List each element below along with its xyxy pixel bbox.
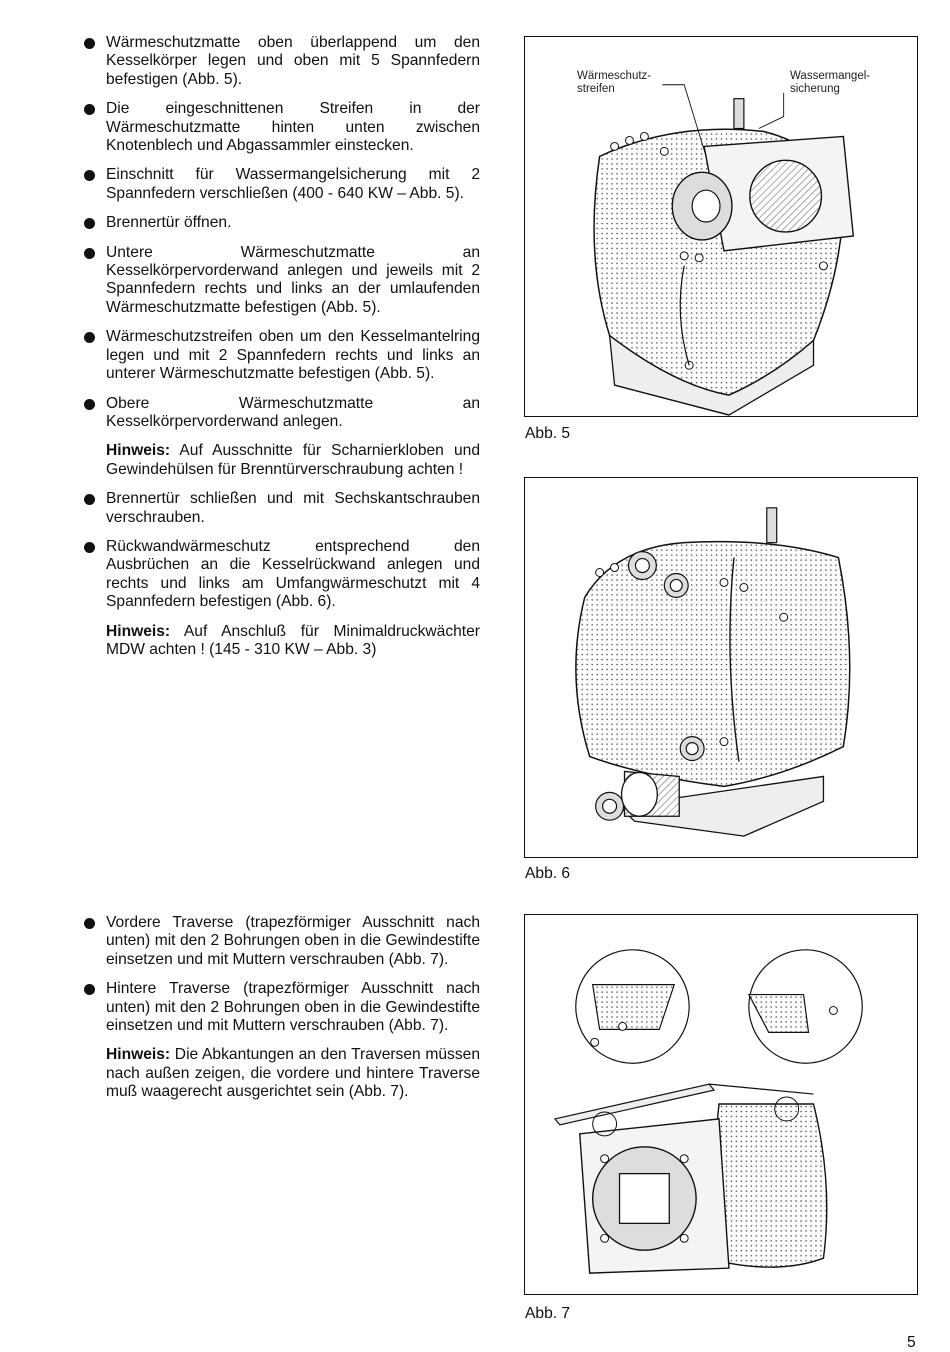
bullet-text: Obere Wärmeschutzmatte an Kesselkörpervorderwand anlegen. (106, 394, 480, 430)
bullet-icon (84, 984, 95, 995)
figure-caption: Abb. 5 (525, 425, 571, 442)
instructions-column-bottom (84, 914, 480, 1113)
note-paragraph (84, 442, 480, 479)
bullet-item (84, 914, 480, 969)
bullet-icon (84, 38, 95, 49)
bullet-text: Wärmeschutzstreifen oben um den Kesselmantelring legen und mit 2 Spannfedern rechts und links an unterer Wärmeschutzmatte befestigen (Abb. 5). (106, 328, 480, 383)
callout-line: Wassermangel- (790, 70, 871, 82)
bullet-text: Hintere Traverse (trapezförmiger Ausschnitt nach unten) mit den 2 Bohrungen oben in die Gewindestifte einsetzen und mit Muttern verschrauben (Abb. 7). (106, 980, 480, 1035)
bullet-item (84, 100, 480, 155)
bullet-item (84, 244, 480, 318)
note-text: Die Abkantungen an den Traversen müssen nach außen zeigen, die vordere und hintere Traverse muß waagerecht ausgerichtet sein (Abb. 7). (106, 1046, 480, 1101)
instructions-column-top (84, 34, 480, 670)
bullet-item (84, 34, 480, 89)
bullet-text: Brennertür öffnen. (106, 214, 232, 232)
note-text: Auf Anschluß für Minimaldruckwächter MDW achten ! (145 - 310 KW – Abb. 3) (106, 622, 480, 658)
bullet-icon (84, 104, 95, 115)
traverse-mounting-illustration (525, 915, 917, 1294)
bullet-text: Die eingeschnittenen Streifen in der Wärmeschutzmatte hinten unten zwischen Knotenblech und Abgassammler einstecken. (106, 100, 480, 155)
callout-waermeschutzstreifen (577, 70, 651, 95)
bullet-icon (84, 332, 95, 343)
bullet-icon (84, 170, 95, 181)
bullet-icon (84, 218, 95, 229)
boiler-rear-insulation-illustration (525, 478, 917, 857)
figure-caption: Abb. 7 (525, 1305, 571, 1322)
bullet-item (84, 214, 480, 232)
callout-line: Wärmeschutz- (577, 70, 652, 82)
bullet-icon (84, 399, 95, 410)
figure-abb-6 (524, 477, 918, 858)
note-text: Auf Ausschnitte für Scharnierkloben und Gewindehülsen für Brenntürverschraubung achten ! (106, 442, 480, 478)
note-label: Hinweis: (106, 442, 171, 460)
bullet-text: Einschnitt für Wassermangelsicherung mit 2 Spannfedern verschließen (400 - 640 KW – Abb. 5). (106, 166, 480, 202)
callout-line: streifen (577, 82, 615, 95)
bullet-text: Wärmeschutzmatte oben überlappend um den Kesselkörper legen und oben mit 5 Spannfedern befestigen (Abb. 5). (106, 34, 480, 88)
bullet-icon (84, 248, 95, 259)
figure-abb-7 (524, 914, 918, 1295)
bullet-icon (84, 542, 95, 553)
note-label: Hinweis: (106, 1046, 171, 1064)
bullet-item (84, 395, 480, 432)
bullet-icon (84, 494, 95, 505)
bullet-item (84, 328, 480, 383)
callout-wassermangelsicherung (790, 70, 870, 95)
note-label: Hinweis: (106, 622, 171, 640)
note-paragraph (84, 1046, 480, 1101)
callout-line: sicherung (790, 82, 840, 95)
bullet-item (84, 538, 480, 612)
figure-caption: Abb. 6 (525, 865, 571, 882)
bullet-text: Untere Wärmeschutzmatte an Kesselkörpervorderwand anlegen und jeweils mit 2 Spannfedern rechts und links an der umlaufenden Wärmeschutzmatte befestigen (Abb. 5). (106, 243, 480, 316)
bullet-text: Vordere Traverse (trapezförmiger Ausschnitt nach unten) mit den 2 Bohrungen oben in die Gewindestifte einsetzen und mit Muttern verschrauben (Abb. 7). (106, 914, 480, 968)
bullet-item (84, 166, 480, 203)
bullet-text: Brennertür schließen und mit Sechskantschrauben verschrauben. (106, 490, 480, 526)
bullet-icon (84, 918, 95, 929)
bullet-item (84, 490, 480, 527)
bullet-text: Rückwandwärmeschutz entsprechend den Ausbrüchen an die Kesselrückwand anlegen und rechts und links am Umfangwärmeschutzt mit 4 Spannfedern befestigen (Abb. 6). (106, 537, 480, 611)
bullet-item (84, 980, 480, 1035)
page-number: 5 (907, 1334, 916, 1351)
note-paragraph (84, 623, 480, 660)
